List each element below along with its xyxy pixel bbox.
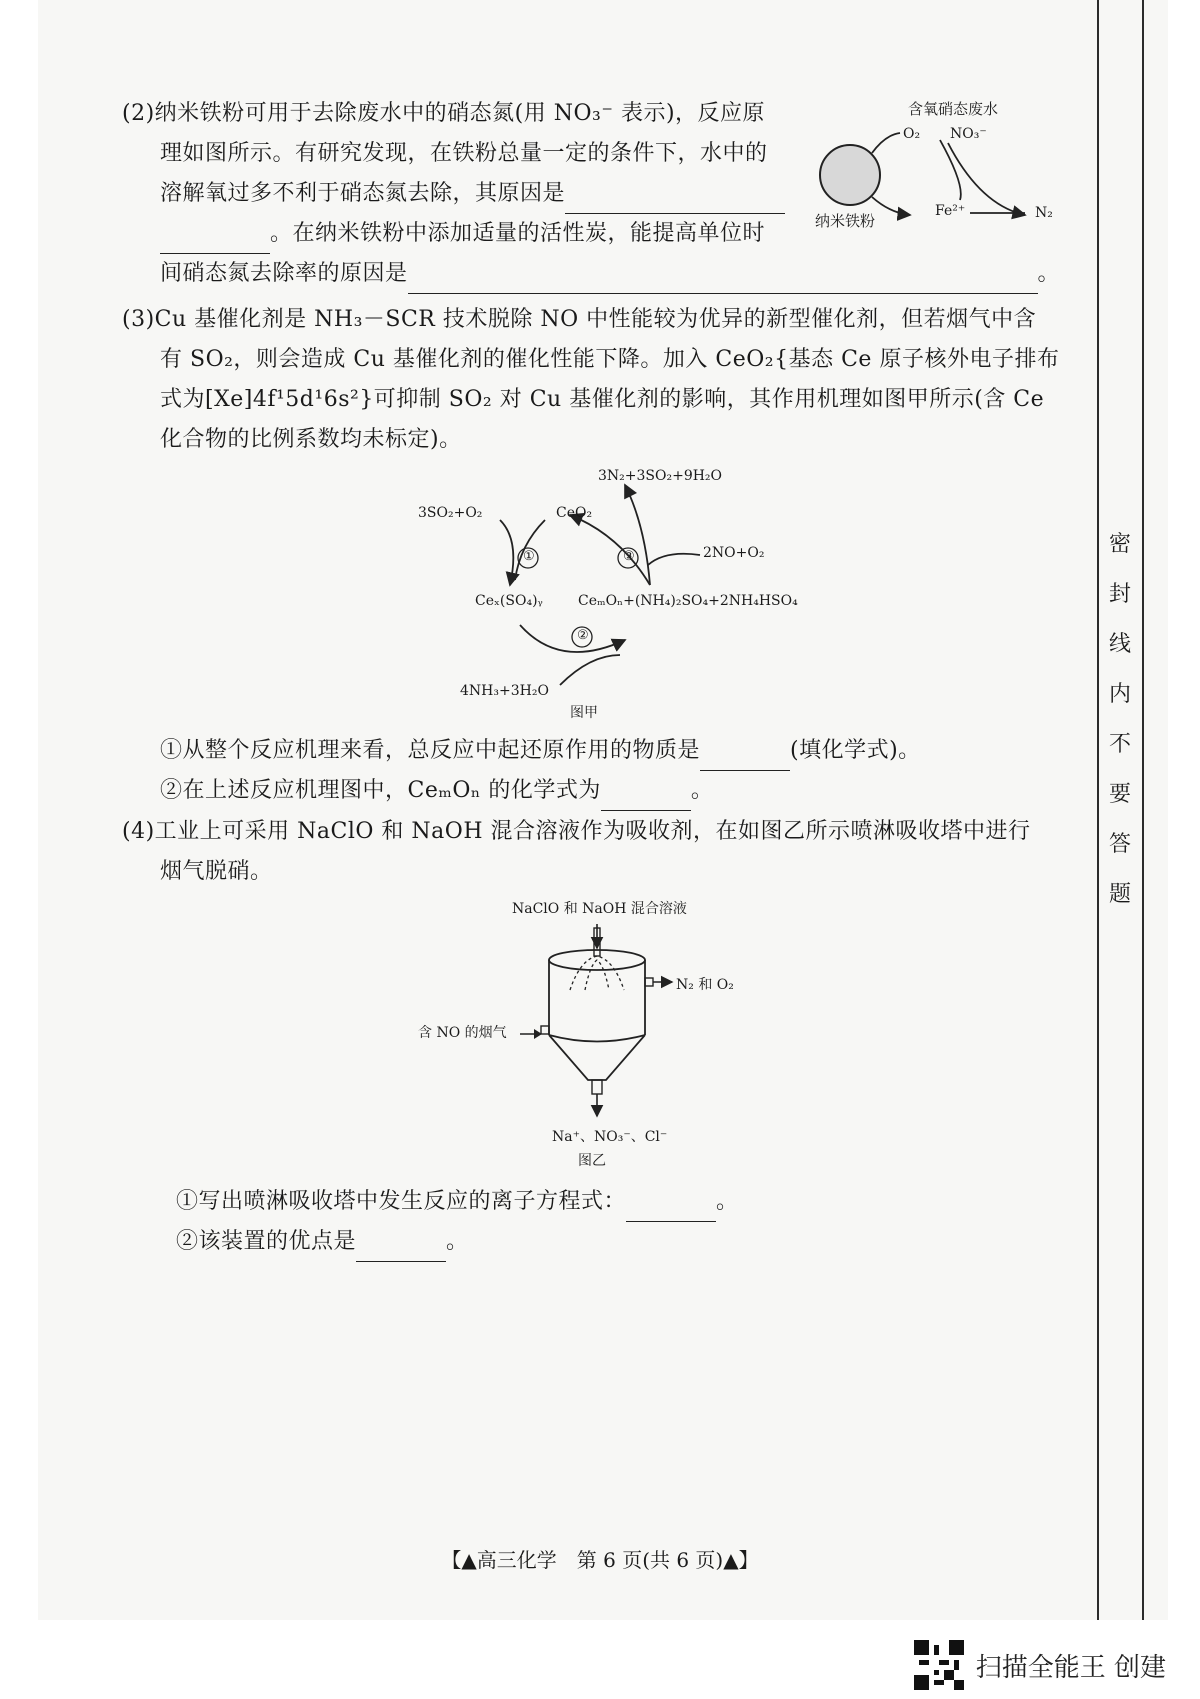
tower-diagram (530, 920, 680, 1120)
iron-o2: O₂ (903, 126, 921, 142)
answer-blank[interactable] (356, 1231, 446, 1262)
iron-no3: NO₃⁻ (950, 126, 987, 142)
q2-line3: 溶解氧过多不利于硝态氮去除，其原因是 (160, 174, 785, 214)
seal-text: 密 封 线 内 不 要 答 题 (1108, 532, 1131, 907)
q4-line2: 烟气脱硝。 (160, 859, 273, 884)
answer-blank[interactable] (626, 1191, 716, 1222)
iron-n2: N₂ (1035, 205, 1053, 221)
mech-ceo2: CeO₂ (556, 505, 593, 521)
mech-cemon: CeₘOₙ+(NH₄)₂SO₄+2NH₄HSO₄ (578, 593, 798, 609)
watermark-text: 扫描全能王 创建 (975, 1652, 1166, 1683)
mech-step1: ① (523, 549, 535, 564)
iron-title: 含氧硝态废水 (908, 100, 999, 118)
scanner-watermark (914, 1640, 1166, 1690)
mech-no: 2NO+O₂ (703, 545, 765, 561)
q3-line4: 化合物的比例系数均未标定)。 (160, 427, 462, 452)
tower-in: 含 NO 的烟气 (418, 1025, 507, 1041)
seal-line-right (1142, 0, 1144, 1620)
q3-line2: 有 SO₂，则会造成 Cu 基催化剂的催化性能下降。加入 CeO₂{基态 Ce 原子核外电子排布 (160, 347, 1060, 372)
iron-label: 纳米铁粉 (815, 212, 876, 230)
mech-nh3: 4NH₃+3H₂O (460, 683, 549, 699)
answer-blank[interactable] (565, 183, 785, 214)
qr-code-icon (914, 1640, 964, 1690)
q4-sub1: ①写出喷淋吸收塔中发生反应的离子方程式： 。 (176, 1182, 739, 1222)
page-footer: 【▲高三化学 第 6 页(共 6 页)▲】 (441, 1548, 759, 1572)
tower-out: N₂ 和 O₂ (676, 977, 734, 993)
q2-line4: 。在纳米铁粉中添加适量的活性炭，能提高单位时 (160, 214, 765, 254)
q2-line1: (2)纳米铁粉可用于去除废水中的硝态氮(用 NO₃⁻ 表示)，反应原 (122, 101, 766, 126)
answer-blank[interactable] (601, 780, 691, 811)
q2-line2: 理如图所示。有研究发现，在铁粉总量一定的条件下，水中的 (160, 141, 768, 166)
q3-sub1: ①从整个反应机理来看，总反应中起还原作用的物质是 (填化学式)。 (160, 731, 921, 771)
tower-bottom: Na⁺、NO₃⁻、Cl⁻ (552, 1129, 668, 1145)
tower-top: NaClO 和 NaOH 混合溶液 (512, 901, 687, 917)
mech-ceso4: Ceₓ(SO₄)ᵧ (475, 593, 543, 609)
mech-top: 3N₂+3SO₂+9H₂O (598, 468, 723, 484)
seal-line-left (1097, 0, 1099, 1620)
iron-fe: Fe²⁺ (935, 203, 966, 219)
q2-line5: 间硝态氮去除率的原因是 。 (160, 254, 1060, 294)
answer-blank[interactable] (700, 740, 790, 771)
q3-line1: (3)Cu 基催化剂是 NH₃－SCR 技术脱除 NO 中性能较为优异的新型催化剂，但若烟气中含 (122, 307, 1037, 332)
mechanism-diagram (410, 465, 830, 705)
q3-line3: 式为[Xe]4f¹5d¹6s²}可抑制 SO₂ 对 Cu 基催化剂的影响，其作用机理如图甲所示(含 Ce (160, 387, 1045, 412)
answer-blank[interactable] (408, 263, 1038, 294)
mech-caption: 图甲 (570, 705, 598, 721)
answer-blank[interactable] (160, 223, 270, 254)
tower-in-arrow (520, 1026, 544, 1042)
mech-step2: ② (577, 628, 589, 643)
q3-sub2: ②在上述反应机理图中，CeₘOₙ 的化学式为 。 (160, 771, 713, 811)
mech-so2: 3SO₂+O₂ (418, 505, 483, 521)
tower-caption: 图乙 (578, 1153, 606, 1169)
q4-line1: (4)工业上可采用 NaClO 和 NaOH 混合溶液作为吸收剂，在如图乙所示喷淋吸收塔中进行 (122, 819, 1031, 844)
q4-sub2: ②该装置的优点是 。 (176, 1222, 469, 1262)
mech-step3: ③ (623, 549, 635, 564)
